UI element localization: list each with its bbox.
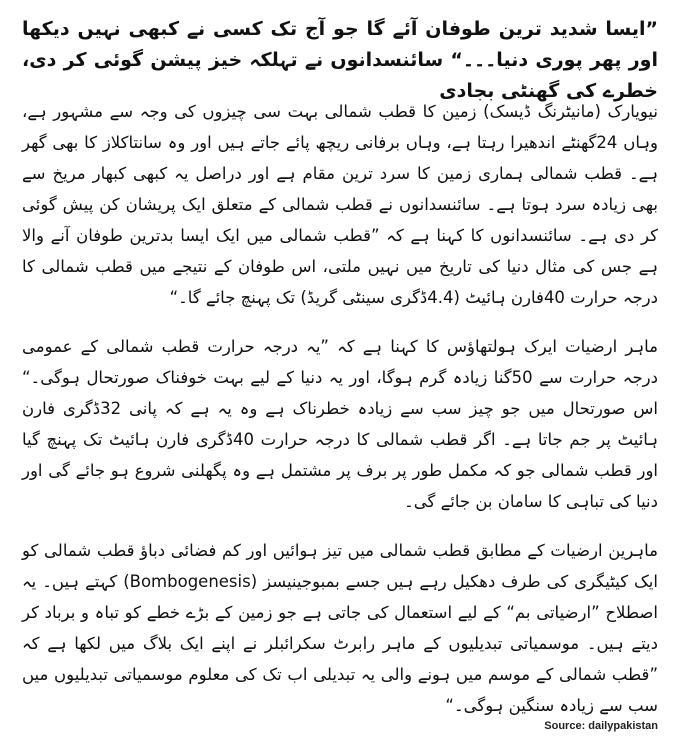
article-paragraph: نیویارک (مانیٹرنگ ڈیسک) زمین کا قطب شمالی بہت سی چیزوں کی وجہ سے مشہور ہے، وہاں 24گھنٹے اندھیرا رہتا ہے، وہاں برفانی ریچھ پائے جاتے ہیں اور وہ سانتاکلاز کا بھی گھر ہے۔ قطب شمالی ہماری زمین کا سرد ترین مقام ہے اور دراصل یہ کبھی کبھار مریخ سے بھی زیادہ سرد ہوتا ہے۔ سائنسدانوں نے قطب شمالی کے متعلق ایک پریشان کن پیش گوئی کر دی ہے۔ سائنسدانوں کا کہنا ہے کہ ”قطب شمالی میں ایک ایسا بدترین طوفان آنے والا ہے جس کی مثال دنیا کی تاریخ میں نہیں ملتی، اس طوفان کے نتیجے میں قطب شمالی کا درجہ حرارت 40فارن ہائیٹ (4.4ڈگری سینٹی گریڈ) تک پہنچ جائے گا۔“ [22,102,658,307]
source-credit: Source: dailypakistan [544,720,658,732]
article-paragraph: ماہر ارضیات ایرک ہولتھاﺅس کا کہنا ہے کہ ”یہ درجہ حرارت قطب شمالی کے عمومی درجہ حرارت سے 50گنا زیادہ گرم ہوگا، اور یہ دنیا کے لیے بہت خوفناک صورتحال ہوگی۔“ اس صورتحال میں جو چیز سب سے زیادہ خطرناک ہے وہ یہ ہے کہ پانی 32ڈگری فارن ہائیٹ پر جم جاتا ہے۔ اگر قطب شمالی کا درجہ حرارت 40ڈگری فارن ہائیٹ تک پہنچ گیا اور قطب شمالی جو کہ مکمل طور پر برف پر مشتمل ہے وہ پگھلنی شروع ہو جائے گی اور دنیا کی تباہی کا سامان بن جائے گی۔ [22,337,659,511]
article-paragraph: ماہرین ارضیات کے مطابق قطب شمالی میں تیز ہوائیں اور کم فضائی دباﺅ قطب شمالی کو ایک کیٹیگری کی طرف دھکیل رہے ہیں جسے بمبوجینیسز (Bombogenesis) کہتے ہیں۔ یہ اصطلاح ”ارضیاتی بم“ کے لیے استعمال کی جاتی ہے جو زمین کے بڑے خطے کو تباہ و برباد کر دیتے ہیں۔ موسمیاتی تبدیلیوں کے ماہر رابرٹ سکرائبلر نے اپنے ایک بلاگ میں لکھا ہے کہ ”قطب شمالی کے موسم میں ہونے والی یہ تبدیلی اب تک کی معلوم موسمیاتی تبدیلیوں میں سب سے زیادہ سنگین ہوگی۔“ [22,541,658,715]
article [22,14,658,739]
article-headline: ”ایسا شدید ترین طوفان آئے گا جو آج تک کسی نے کبھی نہیں دیکھا اور پھر پوری دنیا۔۔۔“ سائنسدانوں نے تہلکہ خیز پیشن گوئی کر دی، خطرے کی گھنٹی بجادی [22,18,658,102]
